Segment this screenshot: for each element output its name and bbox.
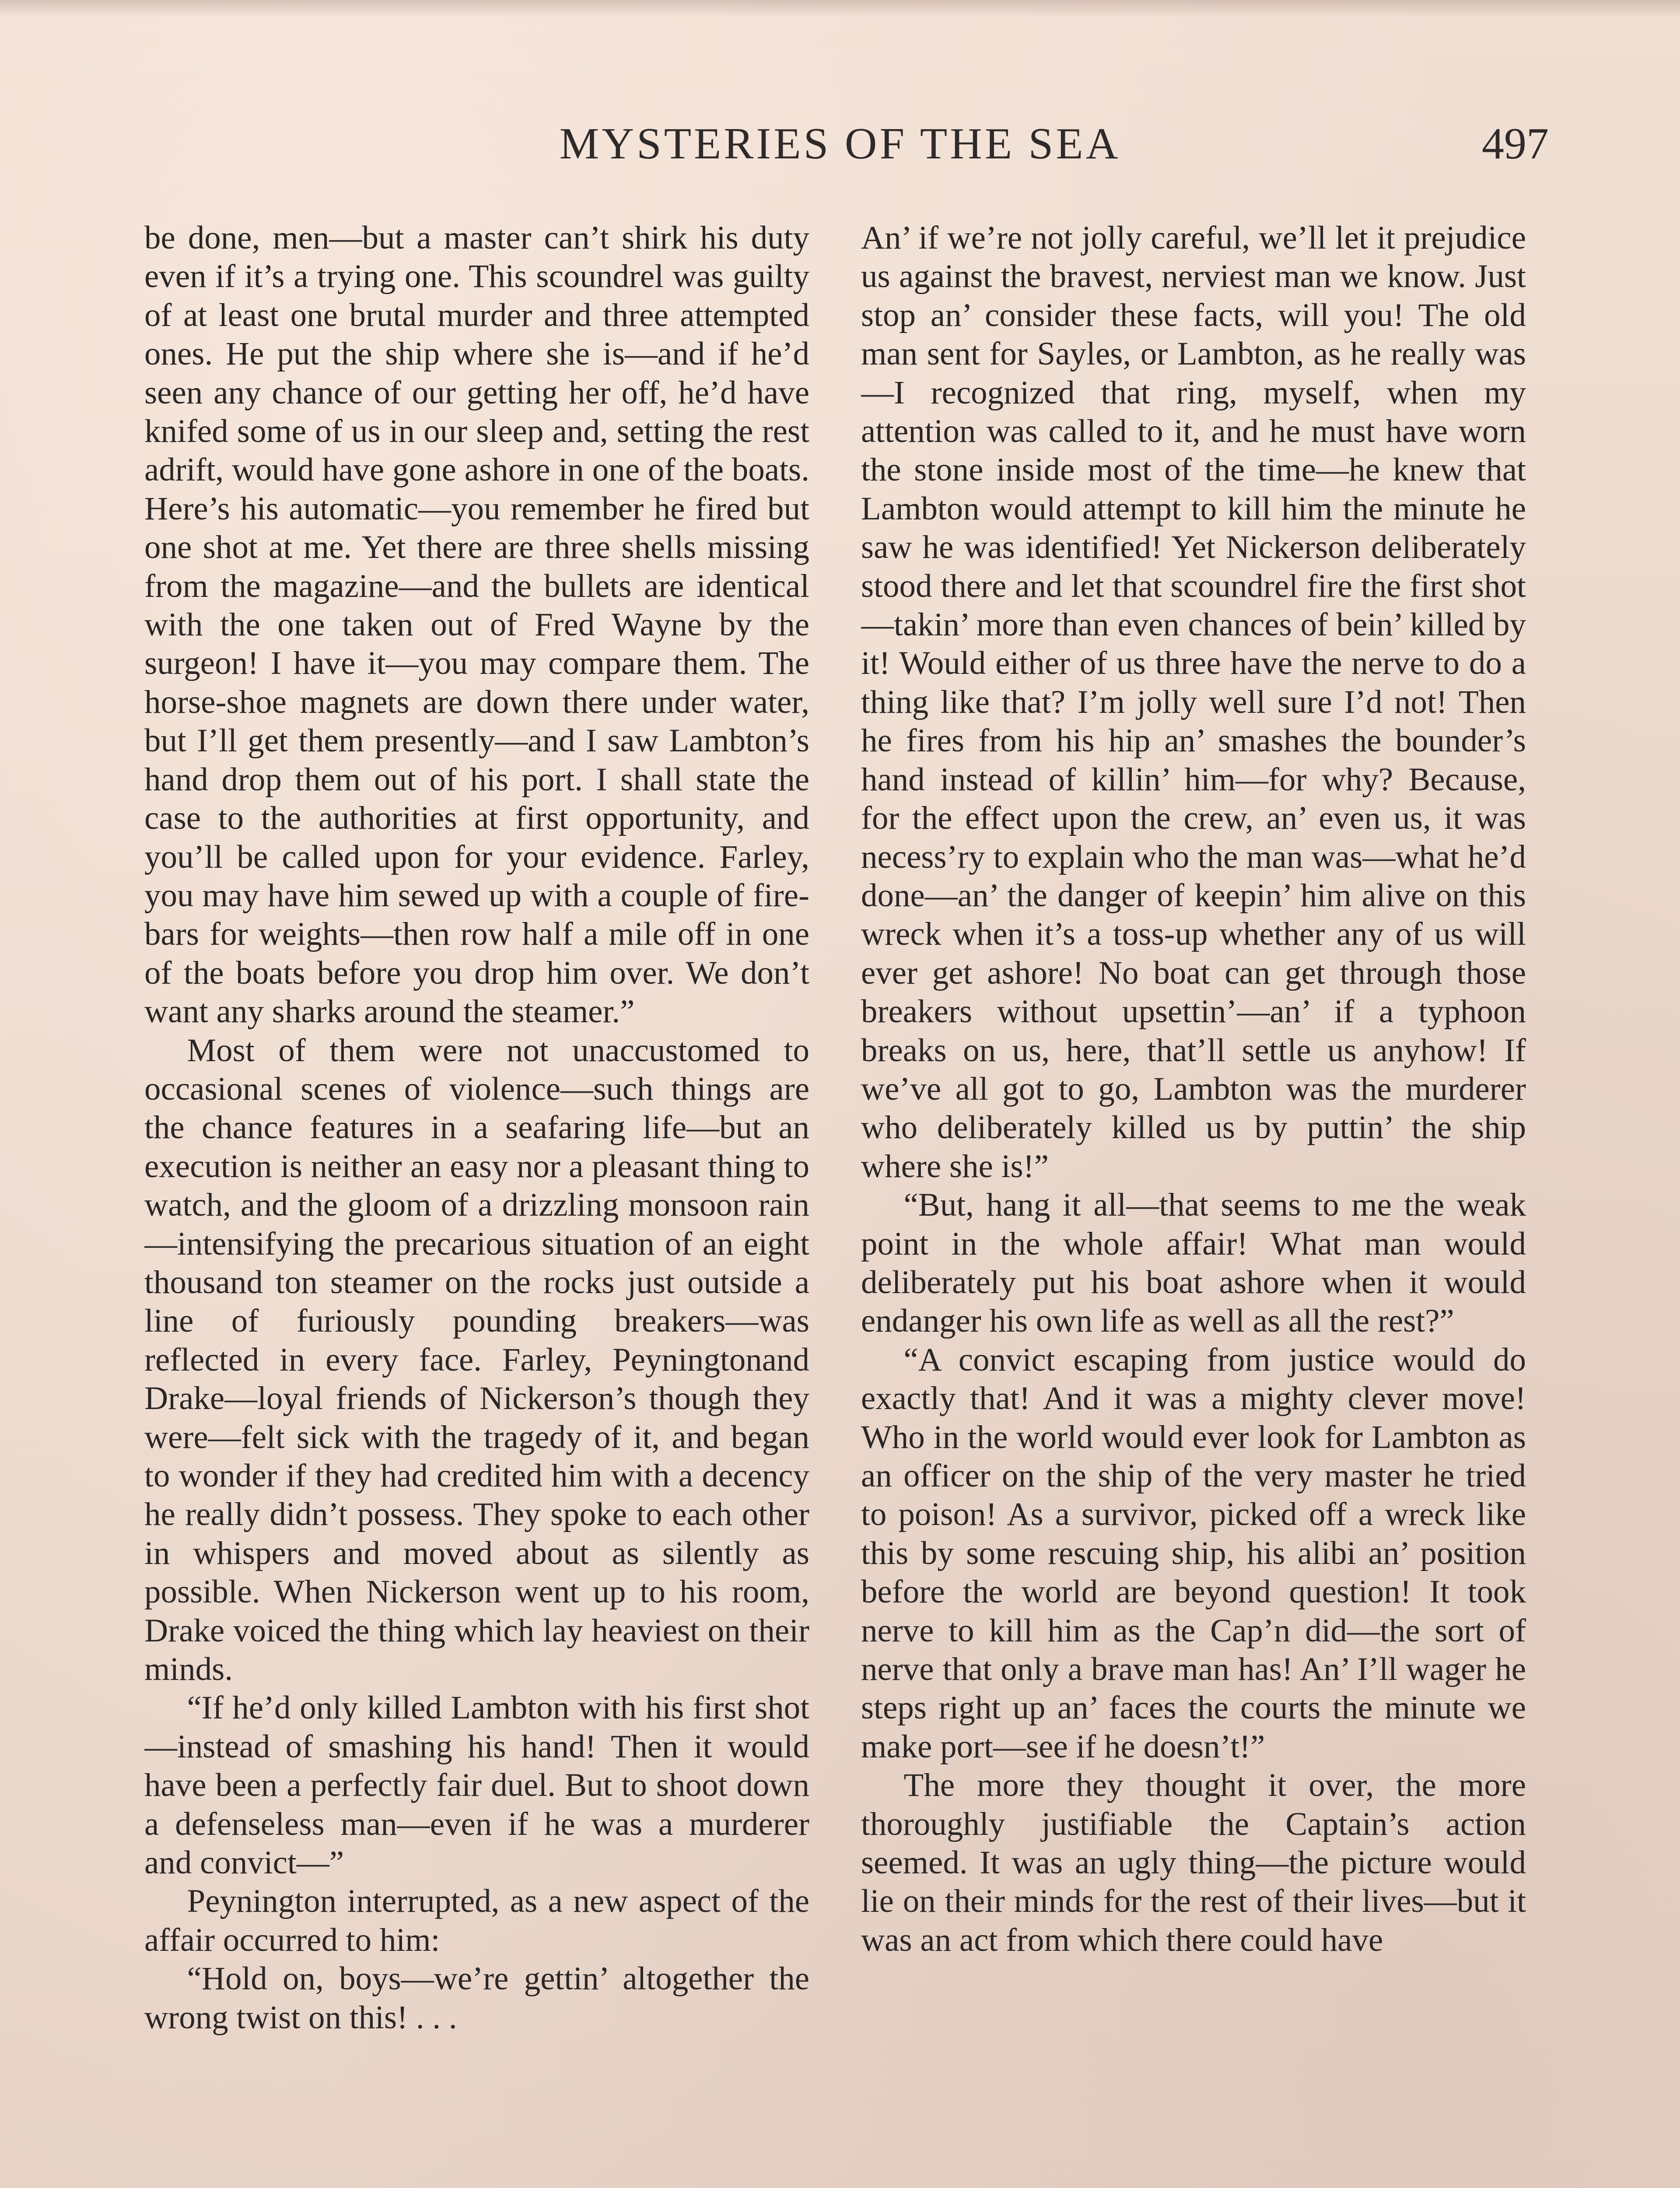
page-number: 497 [1482,119,1549,168]
paragraph: be done, men—but a master can’t shirk his duty even if it’s a trying one. This scoundrel was guilty of at least one brutal murder and three attempted ones. He put the ship where she is—and if he’d seen any chance of our getting her off, he’d have knifed some of us in our sleep and, setting the rest adrift, would have gone ashore in one of the boats. Here’s his automatic—you remember he fired but one shot at me. Yet there are three shells missing from the magazine—and the bullets are identical with the one taken out of Fred Wayne by the surgeon! I have it—you may compare them. The horse-shoe magnets are down there under water, but I’ll get them presently—and I saw Lambton’s hand drop them out of his port. I shall state the case to the authorities at first opportunity, and you’ll be called upon for your evidence. Farley, you may have him sewed up with a couple of fire-bars for weights—then row half a mile off in one of the boats before you drop him over. We don’t want any sharks around the steamer.” [144,220,809,1030]
paragraph: An’ if we’re not jolly careful, we’ll let it prejudice us against the bravest, nerviest man we know. Just stop an’ consider these facts, will you! The old man sent for Sayles, or Lambton, as he really was—I recognized that ring, myself, when my attention was called to it, and he must have worn the stone inside most of the time—he knew that Lambton would attempt to kill him the minute he saw he was identified! Yet Nickerson deliberately stood there and let that scoundrel fire the first shot—takin’ more than even chances of bein’ killed by it! Would either of us three have the nerve to do a thing like that? I’m jolly well sure I’d not! Then he fires from his hip an’ smashes the bounder’s hand instead of killin’ him—for why? Because, for the effect upon the crew, an’ even us, it was necess’ry to explain who the man was—what he’d done—an’ the danger of keepin’ him alive on this wreck when it’s a toss-up whether any of us will ever get ashore! No boat can get through those breakers without upsettin’—an’ if a typhoon breaks on us, here, that’ll settle us anyhow! If we’ve all got to go, Lambton was the murderer who deliberately killed us by puttin’ the ship where she is!” [861,220,1526,1185]
text-column-left [144,219,809,2188]
paragraph: “A convict escaping from justice would do exactly that! And it was a mighty clever move! Who in the world would ever look for Lambton as an officer on the ship of the very master he tried to poison! As a survivor, picked off a wreck like this by some rescuing ship, his alibi an’ position before the world are beyond question! It took nerve to kill him as the Cap’n did—the sort of nerve that only a brave man has! An’ I’ll wager he steps right up an’ faces the courts the minute we make port—see if he doesn’t!” [861,1341,1526,1765]
text-column-right [861,219,1526,2188]
paragraph: Peynington interrupted, as a new aspect of the affair occurred to him: [144,1883,809,1958]
running-title: MYSTERIES OF THE SEA [559,119,1121,168]
page-header [131,118,1549,179]
paragraph: “Hold on, boys—we’re gettin’ altogether the wrong twist on this! . . . [144,1960,809,2036]
paragraph: Most of them were not unaccustomed to occasional scenes of violence—such things are the chance features in a seafaring life—but an execution is neither an easy nor a pleasant thing to watch, and the gloom of a drizzling monsoon rain—intensifying the precarious situation of an eight thousand ton steamer on the rocks just outside a line of furiously pounding breakers—was reflected in every face. Farley, Peyningtonand Drake—loyal friends of Nickerson’s though they were—felt sick with the tragedy of it, and began to wonder if they had credited him with a decency he really didn’t possess. They spoke to each other in whispers and moved about as silently as possible. When Nickerson went up to his room, Drake voiced the thing which lay heaviest on their minds. [144,1032,809,1688]
paragraph: “But, hang it all—that seems to me the weak point in the whole affair! What man would deliberately put his boat ashore when it would endanger his own life as well as all the rest?” [861,1187,1526,1339]
paragraph: “If he’d only killed Lambton with his first shot—instead of smashing his hand! Then it would have been a perfectly fair duel. But to shoot down a defenseless man—even if he was a murderer and convict—” [144,1690,809,1881]
page-edge-shadow [0,0,1680,18]
paragraph: The more they thought it over, the more thoroughly justifiable the Captain’s action seemed. It was an ugly thing—the picture would lie on their minds for the rest of their lives—but it was an act from which there could have [861,1767,1526,1958]
